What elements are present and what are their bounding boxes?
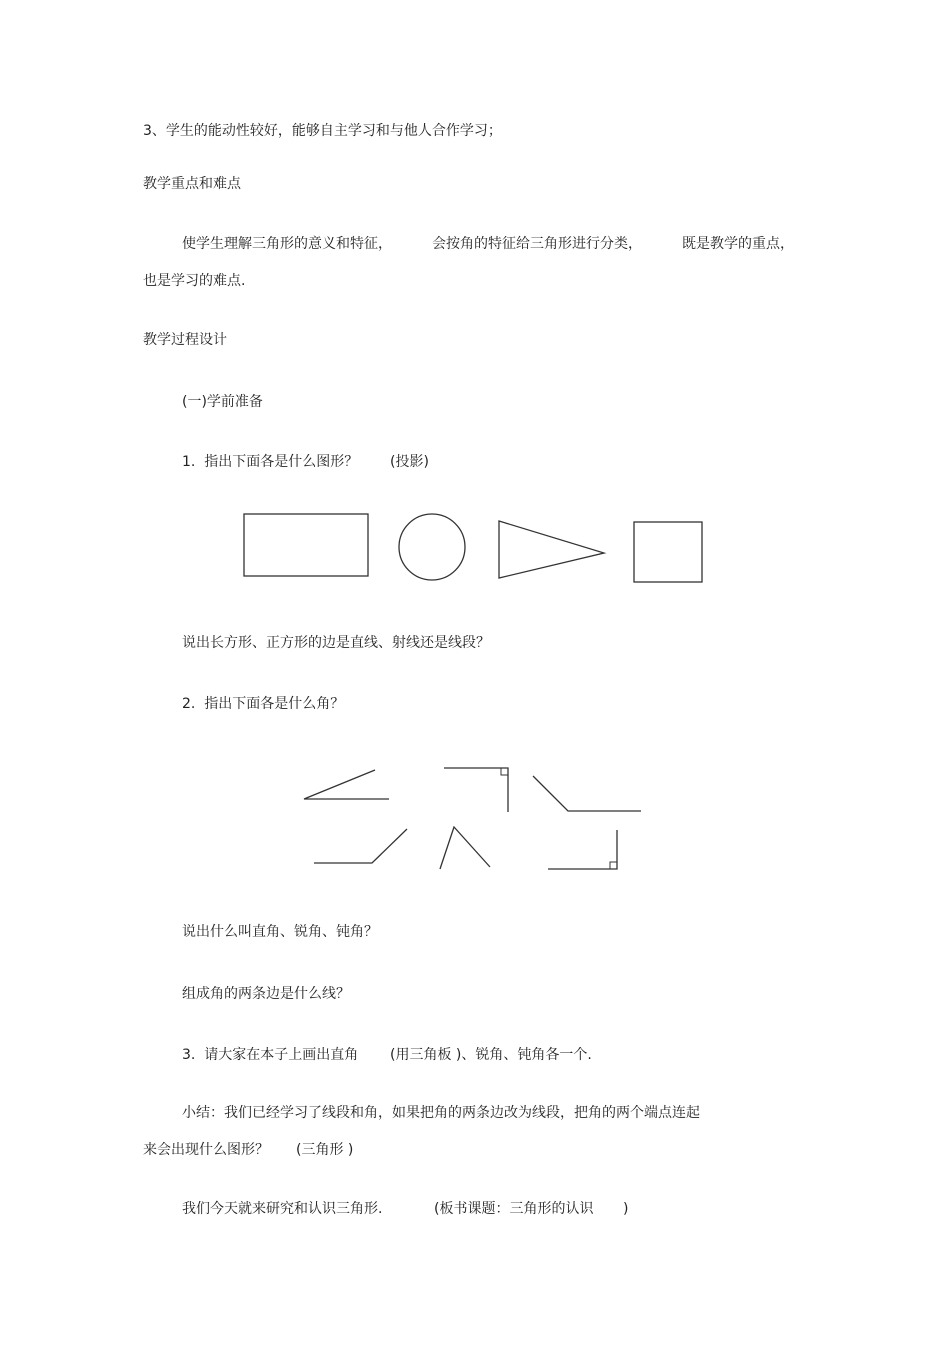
text-question-angle-types: 说出什么叫直角、锐角、钝角？ — [182, 924, 378, 940]
heading-key-points: 教学重点和难点 — [143, 176, 241, 192]
right-angle-1-mark — [501, 768, 508, 775]
text-key-points-c: 既是教学的重点， — [682, 236, 794, 252]
text-question-angles: 2. 指出下面各是什么角？ — [182, 696, 345, 712]
text-summary-cont: 来会出现什么图形？ — [143, 1142, 269, 1158]
text-summary: 小结：我们已经学习了线段和角，如果把角的两条边改为线段，把角的两个端点连起 — [182, 1105, 700, 1121]
square-shape — [634, 522, 702, 582]
obtuse-angle-2 — [314, 829, 407, 863]
triangle-shape — [499, 521, 604, 578]
text-question-shapes: 1. 指出下面各是什么图形？ — [182, 454, 359, 470]
shapes-figure — [240, 510, 710, 586]
text-question-edges: 说出长方形、正方形的边是直线、射线还是线段？ — [182, 635, 490, 651]
heading-preparation: (一)学前准备 — [182, 394, 263, 410]
text-line-ability: 3、学生的能动性较好，能够自主学习和与他人合作学习； — [143, 123, 502, 139]
obtuse-angle-1 — [533, 776, 641, 811]
text-projection-note: (投影) — [390, 454, 429, 470]
text-drawing-task-b: (用三角板 )、锐角、钝角各一个. — [390, 1047, 592, 1063]
right-angle-2-mark — [610, 862, 617, 869]
acute-angle-1 — [304, 770, 389, 799]
angles-figure — [300, 762, 650, 874]
rectangle-shape — [244, 514, 368, 576]
text-key-points-b: 会按角的特征给三角形进行分类， — [432, 236, 642, 252]
heading-process-design: 教学过程设计 — [143, 332, 227, 348]
acute-angle-2 — [440, 827, 490, 869]
text-question-angle-sides: 组成角的两条边是什么线？ — [182, 986, 350, 1002]
right-angle-1 — [444, 768, 508, 812]
text-key-points-a: 使学生理解三角形的意义和特征， — [182, 236, 392, 252]
text-drawing-task-a: 3. 请大家在本子上画出直角 — [182, 1047, 359, 1063]
text-board-title: (板书课题：三角形的认识 — [434, 1201, 594, 1217]
text-board-title-close: ) — [623, 1201, 629, 1217]
circle-shape — [399, 514, 465, 580]
text-today-topic: 我们今天就来研究和认识三角形. — [182, 1201, 383, 1217]
text-summary-answer: (三角形 ) — [296, 1142, 354, 1158]
right-angle-2 — [548, 830, 617, 869]
text-key-points-d: 也是学习的难点. — [143, 273, 246, 289]
